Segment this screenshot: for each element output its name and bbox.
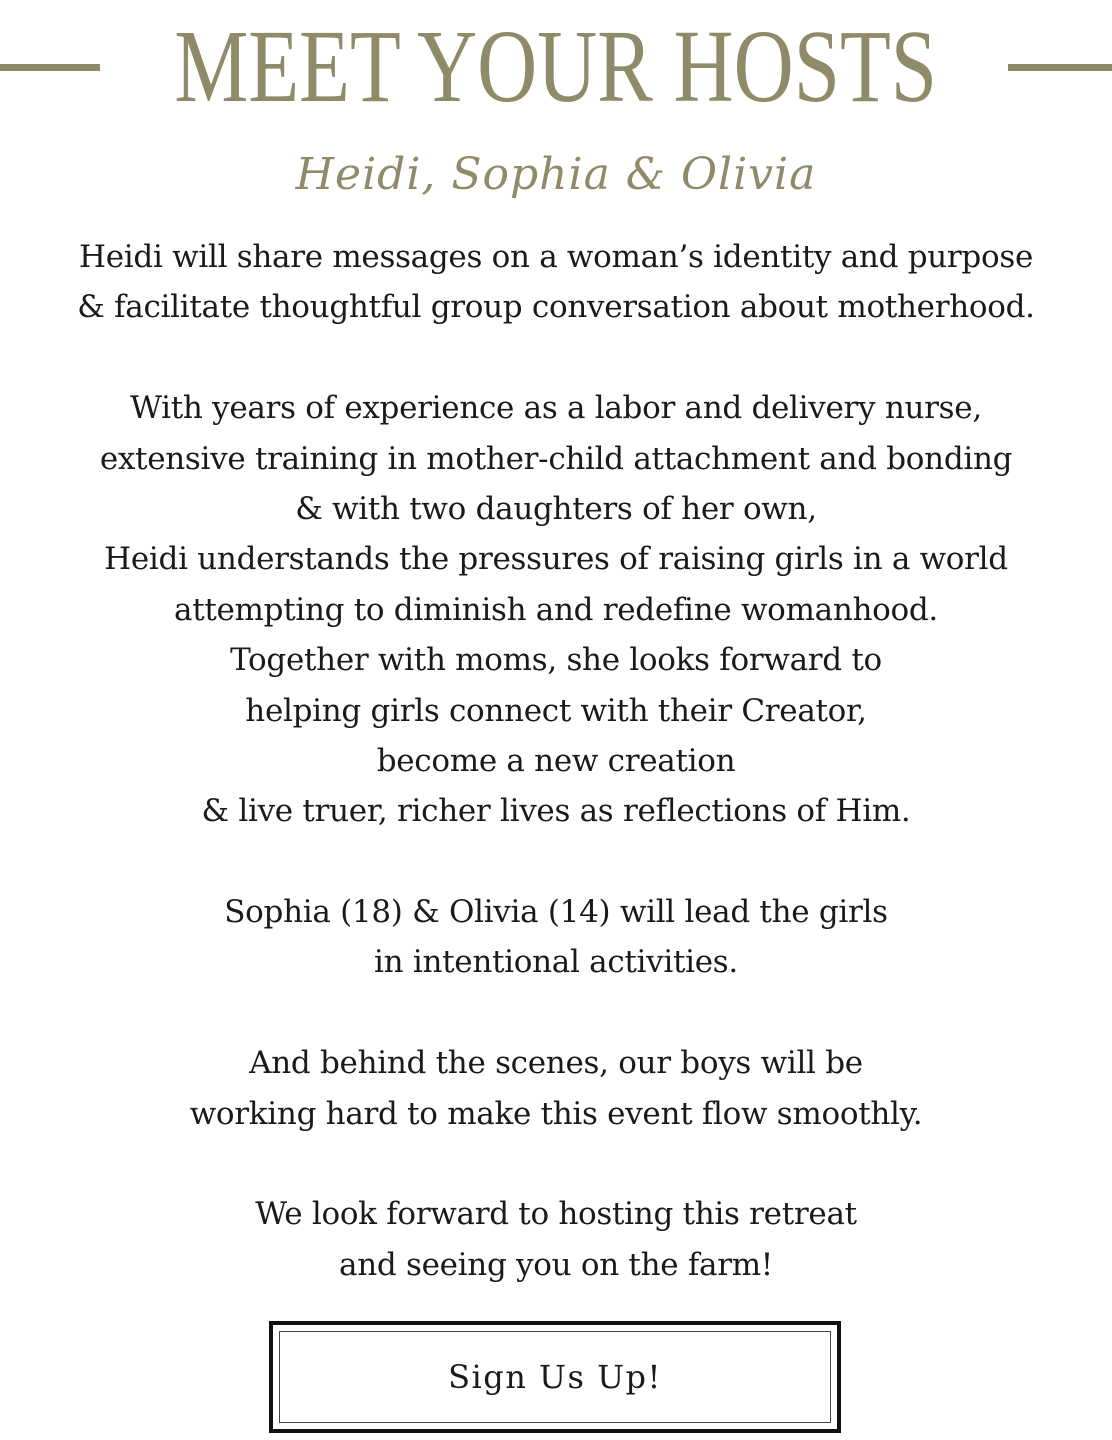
body-text-line: working hard to make this event flow smoothly.	[189, 1095, 923, 1132]
paragraph-spacer	[0, 333, 1112, 383]
paragraph-spacer	[0, 1139, 1112, 1189]
body-text-line: attempting to diminish and redefine womanhood.	[174, 591, 938, 628]
body-text-line: helping girls connect with their Creator,	[245, 692, 867, 729]
body-text-line: Heidi understands the pressures of raising girls in a world	[104, 541, 1008, 578]
body-text-line: With years of experience as a labor and delivery nurse,	[130, 390, 982, 427]
body-text-line: & live truer, richer lives as reflections of Him.	[201, 793, 911, 830]
body-text-line: We look forward to hosting this retreat	[255, 1196, 857, 1233]
paragraph-spacer	[0, 988, 1112, 1038]
body-text-line: and seeing you on the farm!	[339, 1246, 773, 1283]
body-text-line: And behind the scenes, our boys will be	[249, 1045, 863, 1082]
hosts-names-subtitle: Heidi, Sophia & Olivia	[295, 149, 817, 200]
paragraph-spacer	[0, 837, 1112, 887]
body-text-line: Together with moms, she looks forward to	[230, 642, 882, 679]
body-text-line: Heidi will share messages on a woman’s identity and purpose	[79, 239, 1033, 275]
body-text-line: become a new creation	[376, 742, 736, 779]
body-text-line: & with two daughters of her own,	[295, 490, 817, 527]
body-text-line: & facilitate thoughtful group conversation about motherhood.	[77, 289, 1035, 326]
body-text-line: in intentional activities.	[374, 944, 738, 981]
sign-us-up-button[interactable]	[269, 1321, 841, 1433]
sign-us-up-label: Sign Us Up!	[279, 1331, 831, 1423]
body-text-line: extensive training in mother-child attachment and bonding	[99, 440, 1013, 477]
page-title	[0, 9, 1112, 124]
page-title-text: MEET YOUR HOSTS	[174, 9, 938, 124]
hosts-description	[0, 232, 1112, 1290]
body-text-line: Sophia (18) & Olivia (14) will lead the girls	[224, 894, 888, 931]
